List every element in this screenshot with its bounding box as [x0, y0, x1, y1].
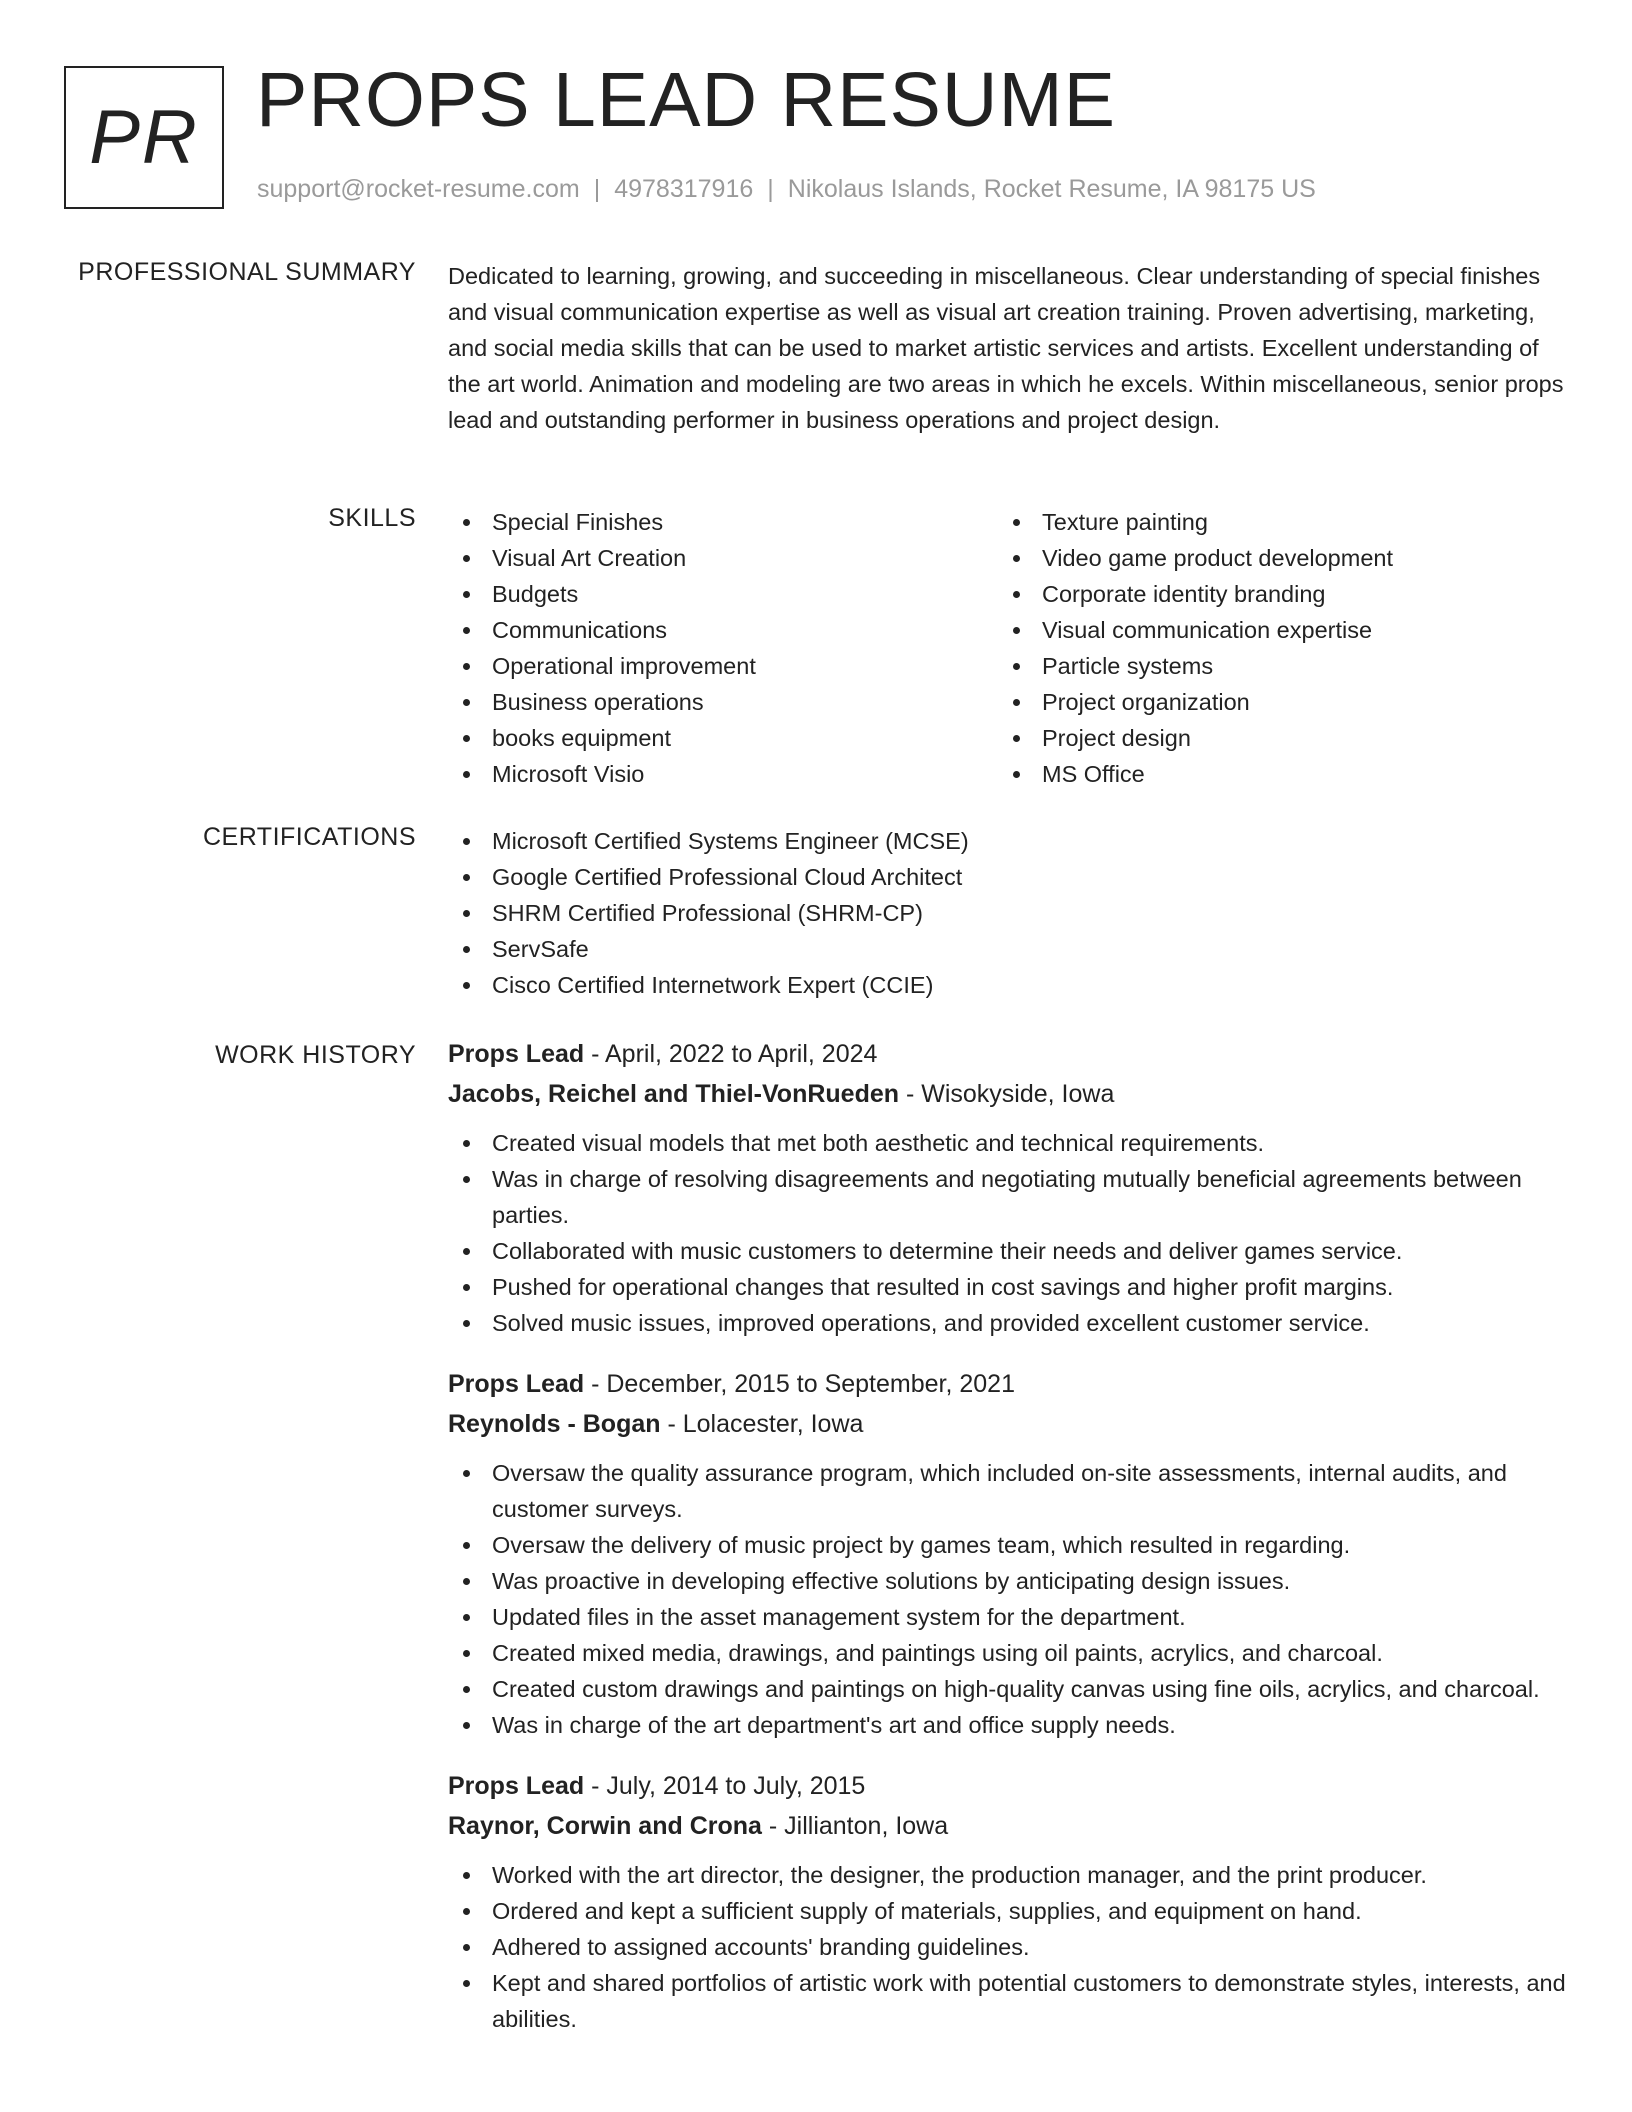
job-dates: - April, 2022 to April, 2024 [591, 1040, 878, 1068]
list-item: ServSafe [448, 931, 1568, 967]
job-title-line [448, 1035, 1568, 1073]
list-item: Business operations [448, 684, 998, 720]
job-company: Raynor, Corwin and Crona [448, 1812, 762, 1840]
list-item: Video game product development [998, 540, 1548, 576]
list-item: Was in charge of resolving disagreements and negotiating mutually beneficial agreements between parties. [448, 1161, 1568, 1233]
job-company-line [448, 1807, 1568, 1845]
section-label-work-history: WORK HISTORY [215, 1041, 416, 1069]
job-entry [448, 1035, 1568, 1341]
list-item: Special Finishes [448, 504, 998, 540]
job-duties-list [448, 1455, 1568, 1743]
list-item: Cisco Certified Internetwork Expert (CCIE) [448, 967, 1568, 1003]
list-item: Created custom drawings and paintings on high-quality canvas using fine oils, acrylics, and charcoal. [448, 1671, 1568, 1707]
list-item: Created visual models that met both aesthetic and technical requirements. [448, 1125, 1568, 1161]
skills-list-left [448, 504, 998, 792]
summary-text: Dedicated to learning, growing, and succeeding in miscellaneous. Clear understanding of special finishes and visual communication expertise as well as visual art creation training. Proven advertising, marketing, and social media skills that can be used to market artistic services and artists. Excellent understanding of the art world. Animation and modeling are two areas in which he excels. Within miscellaneous, senior props lead and outstanding performer in business operations and project design. [448, 263, 1564, 433]
list-item: Updated files in the asset management system for the department. [448, 1599, 1568, 1635]
list-item: Solved music issues, improved operations, and provided excellent customer service. [448, 1305, 1568, 1341]
job-duties-list [448, 1857, 1568, 2037]
contact-separator: | [593, 175, 601, 203]
skills-list-right [998, 504, 1548, 792]
job-title: Props Lead [448, 1370, 585, 1398]
list-item: Worked with the art director, the designer, the production manager, and the print producer. [448, 1857, 1568, 1893]
contact-email: support@rocket-resume.com [257, 175, 580, 203]
list-item: MS Office [998, 756, 1548, 792]
skills-columns [448, 504, 1568, 792]
list-item: Operational improvement [448, 648, 998, 684]
list-item: Ordered and kept a sufficient supply of materials, supplies, and equipment on hand. [448, 1893, 1568, 1929]
list-item: Visual communication expertise [998, 612, 1548, 648]
list-item: Collaborated with music customers to determine their needs and deliver games service. [448, 1233, 1568, 1269]
list-item: Pushed for operational changes that resulted in cost savings and higher profit margins. [448, 1269, 1568, 1305]
monogram-logo: PR [64, 66, 224, 209]
job-location: - Jillianton, Iowa [768, 1812, 949, 1840]
contact-address: Nikolaus Islands, Rocket Resume, IA 98175 US [787, 175, 1316, 203]
list-item: Oversaw the delivery of music project by games team, which resulted in regarding. [448, 1527, 1568, 1563]
job-company-line [448, 1405, 1568, 1443]
job-company-line [448, 1075, 1568, 1113]
list-item: Was proactive in developing effective solutions by anticipating design issues. [448, 1563, 1568, 1599]
list-item: Particle systems [998, 648, 1548, 684]
list-item: Google Certified Professional Cloud Architect [448, 859, 1568, 895]
section-label-certifications: CERTIFICATIONS [202, 823, 416, 851]
job-entry [448, 1767, 1568, 2037]
list-item: Budgets [448, 576, 998, 612]
list-item: Texture painting [998, 504, 1548, 540]
list-item: Adhered to assigned accounts' branding guidelines. [448, 1929, 1568, 1965]
list-item: Microsoft Certified Systems Engineer (MCSE) [448, 823, 1568, 859]
job-title: Props Lead [448, 1772, 585, 1800]
list-item: books equipment [448, 720, 998, 756]
job-duties-list [448, 1125, 1568, 1341]
list-item: Microsoft Visio [448, 756, 998, 792]
list-item: Corporate identity branding [998, 576, 1548, 612]
job-dates: - December, 2015 to September, 2021 [591, 1370, 1015, 1398]
list-item: Was in charge of the art department's art and office supply needs. [448, 1707, 1568, 1743]
job-dates: - July, 2014 to July, 2015 [591, 1772, 866, 1800]
job-entry [448, 1365, 1568, 1743]
list-item: Visual Art Creation [448, 540, 998, 576]
job-title: Props Lead [448, 1040, 585, 1068]
section-label-summary: PROFESSIONAL SUMMARY [78, 258, 416, 286]
job-company: Reynolds - Bogan [448, 1410, 661, 1438]
certifications-list [448, 823, 1568, 1003]
contact-line [257, 175, 1316, 204]
list-item: Project organization [998, 684, 1548, 720]
list-item: SHRM Certified Professional (SHRM-CP) [448, 895, 1568, 931]
job-company: Jacobs, Reichel and Thiel-VonRueden [448, 1080, 900, 1108]
list-item: Kept and shared portfolios of artistic work with potential customers to demonstrate styles, interests, and abilities. [448, 1965, 1568, 2037]
job-location: - Lolacester, Iowa [667, 1410, 864, 1438]
job-location: - Wisokyside, Iowa [905, 1080, 1115, 1108]
list-item: Communications [448, 612, 998, 648]
section-label-skills: SKILLS [328, 504, 416, 532]
contact-phone: 4978317916 [614, 175, 754, 203]
job-title-line [448, 1365, 1568, 1403]
contact-separator: | [767, 175, 774, 203]
list-item: Project design [998, 720, 1548, 756]
list-item: Oversaw the quality assurance program, which included on-site assessments, internal audits, and customer surveys. [448, 1455, 1568, 1527]
list-item: Created mixed media, drawings, and paintings using oil paints, acrylics, and charcoal. [448, 1635, 1568, 1671]
jobs-list [448, 1035, 1568, 2061]
job-title-line [448, 1767, 1568, 1805]
page-title: PROPS LEAD RESUME [256, 57, 1116, 143]
